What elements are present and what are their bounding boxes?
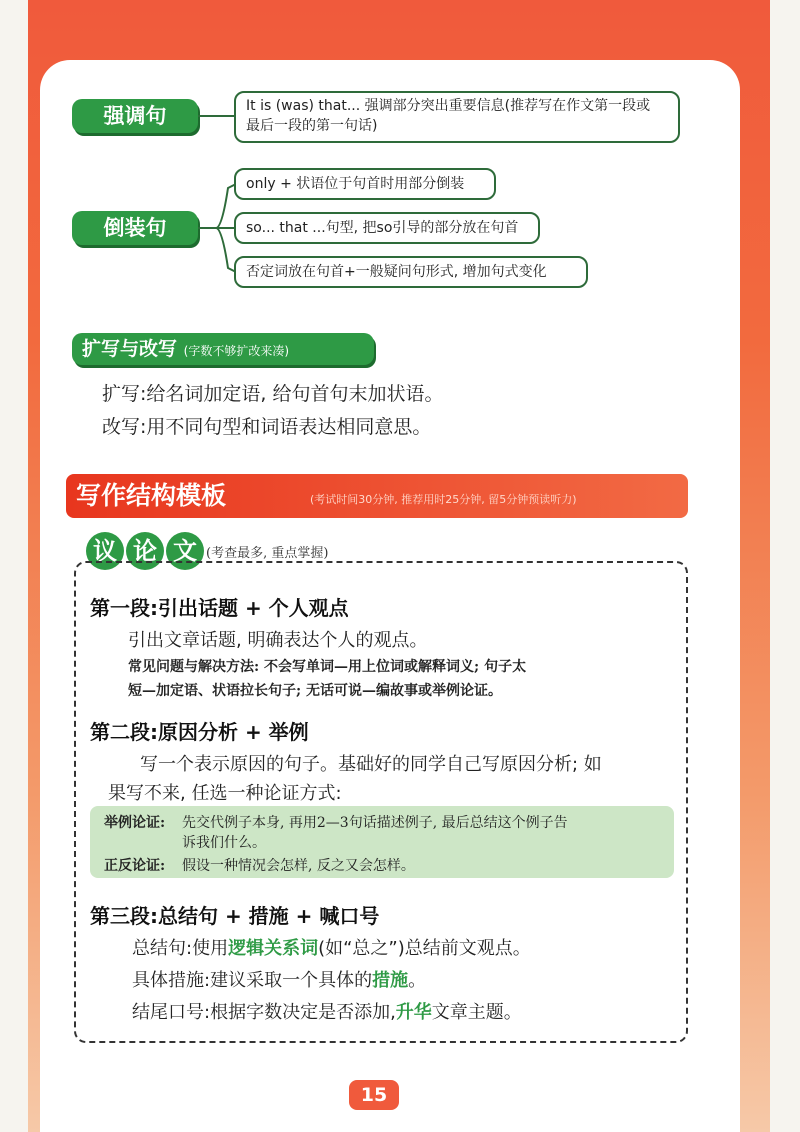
paragraph-3-title: 第三段:总结句 + 措施 + 喊口号 bbox=[90, 904, 380, 928]
p3-l2-highlight: 措施 bbox=[372, 970, 409, 991]
paragraph-2-body-line2: 果写不来, 任选一种论证方式: bbox=[108, 783, 342, 804]
paragraph-2-body-line1: 写一个表示原因的句子。基础好的同学自己写原因分析; 如 bbox=[140, 754, 602, 775]
emphasis-desc-box bbox=[234, 91, 680, 143]
inversion-item-2: so... that ...句型, 把so引导的部分放在句首 bbox=[234, 212, 540, 244]
page-number: 15 bbox=[349, 1080, 399, 1110]
p3-l3-highlight: 升华 bbox=[395, 1002, 432, 1023]
paragraph-3-line-3 bbox=[132, 998, 522, 1024]
inversion-item-1: only + 状语位于句首时用部分倒装 bbox=[234, 168, 496, 200]
emphasis-connector bbox=[198, 115, 234, 117]
paragraph-1-title: 第一段:引出话题 + 个人观点 bbox=[90, 596, 349, 620]
template-title: 写作结构模板 bbox=[76, 481, 227, 510]
paragraph-1-note-line1: 常见问题与解决方法: 不会写单词—用上位词或解释词义; 句子太 bbox=[128, 659, 527, 675]
p3-l1-highlight: 逻辑关系词 bbox=[228, 938, 319, 959]
expand-heading bbox=[72, 333, 374, 365]
p3-l2-text-b: 。 bbox=[408, 970, 427, 991]
p3-l3-text-b: 文章主题。 bbox=[431, 1002, 522, 1023]
paragraph-1-note-line2: 短—加定语、状语拉长句子; 无话可说—编故事或举例论证。 bbox=[128, 683, 503, 699]
method-1-text-b: 诉我们什么。 bbox=[182, 835, 266, 851]
argument-char-2: 论 bbox=[126, 532, 164, 570]
argument-char-3: 文 bbox=[166, 532, 204, 570]
emphasis-desc-line1: It is (was) that... 强调部分突出重要信息(推荐写在作文第一段或 bbox=[246, 98, 651, 114]
paragraph-1-body: 引出文章话题, 明确表达个人的观点。 bbox=[128, 630, 428, 651]
p3-l1-text-b: (如“总之”)总结前文观点。 bbox=[318, 938, 531, 959]
p3-l2-text-a: 具体措施:建议采取一个具体的 bbox=[132, 970, 373, 991]
method-1-text-a: 先交代例子本身, 再用2—3句话描述例子, 最后总结这个例子告 bbox=[182, 815, 568, 831]
method-2-label: 正反论证: bbox=[104, 858, 166, 874]
expand-line-2: 改写:用不同句型和词语表达相同意思。 bbox=[102, 416, 432, 438]
template-subtitle: (考试时间30分钟, 推荐用时25分钟, 留5分钟预读听力) bbox=[310, 493, 577, 506]
p3-l1-text-a: 总结句:使用 bbox=[132, 938, 229, 959]
expand-title: 扩写与改写 bbox=[82, 338, 178, 360]
p3-l3-text-a: 结尾口号:根据字数决定是否添加, bbox=[132, 1002, 396, 1023]
argument-note: (考查最多, 重点掌握) bbox=[206, 546, 329, 561]
method-2-text: 假设一种情况会怎样, 反之又会怎样。 bbox=[182, 858, 415, 874]
inversion-label: 倒装句 bbox=[72, 211, 198, 245]
emphasis-desc-line2: 最后一段的第一句话) bbox=[246, 118, 378, 134]
paragraph-2-title: 第二段:原因分析 + 举例 bbox=[90, 720, 309, 744]
inversion-item-3: 否定词放在句首+一般疑问句形式, 增加句式变化 bbox=[234, 256, 588, 288]
argument-char-1: 议 bbox=[86, 532, 124, 570]
paragraph-3-line-2 bbox=[132, 966, 426, 992]
inversion-connector bbox=[198, 180, 238, 280]
method-1-label: 举例论证: bbox=[104, 815, 166, 831]
expand-subtitle: (字数不够扩改来凑) bbox=[183, 344, 290, 358]
paragraph-3-line-1 bbox=[132, 934, 531, 960]
emphasis-label: 强调句 bbox=[72, 99, 198, 133]
expand-line-1: 扩写:给名词加定语, 给句首句末加状语。 bbox=[102, 383, 444, 405]
